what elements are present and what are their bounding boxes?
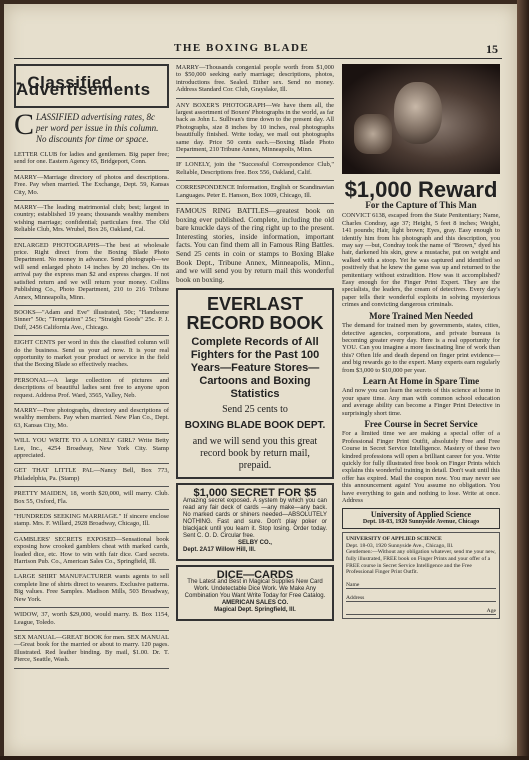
ad-divider [14,335,169,336]
column-right [342,64,500,619]
ad-divider [14,569,169,570]
ad-divider [14,668,169,669]
column-left [14,64,169,672]
learn-at-home-text: And now you can learn the secrets of this science at home in your spare time. Any man with common school education and average ability can become a Finger Print Detective in surprisingly short time. [342,387,500,417]
classified-ad: ENLARGED PHOTOGRAPHS—The best at wholesale price. Right direct from the Boxing Blade Photo Department. No money in advance. Send photograph—we will send enlarged photo 14 inches by 20 inches. On its arrival pay the express man $2 and express charges. If not satisfied return and we will return your money. Collins Publishing Co., Photo Department, 210 to 216 Tribune Annex, Minneapolis, Minn. [14,241,169,301]
famous-ring-battles-ad: FAMOUS RING BATTLES—greatest book on boxing ever published. Complete, including the old bare knuckle days of the ring right up to the present. Interesting stories, inside information, important facts. You can find them all in Famous Ring Battles. Send 25 cents in coin or stamps to Boxing Blake Book Dept., Tribune Annex, Minneapolis, Minn., and we will send you by return mail this wonderful book on boxing. [176,206,334,284]
reward-subtitle: For the Capture of This Man [365,200,477,210]
ad-divider [14,305,169,306]
name-label: Name [346,581,360,588]
classified-ad: LETTER CLUB for ladies and gentlemen. Big paper free; send for one. Eastern Agency 65, Bridgeport, Conn. [14,151,169,166]
classified-ad: ANY BOXER'S PHOTOGRAPH—We have them all, the largest assortment of Boxers' Photographs in the world, as far back as John L. Sullivan's time down to the present day. All Photographs, size 8 inches by 10 inches, real photographs beautifully finished. Write today, we mail out photographs same day. Price 50 cents each.—Boxing Blade Photo Department, 210 Tribune Annex, Minneapolis, Minn. [176,101,334,154]
ad-divider [14,509,169,510]
everlast-title: EVERLAST [206,294,303,315]
more-trained-men-title: More Trained Men Needed [369,310,473,321]
everlast-record-book-ad [176,288,334,479]
learn-at-home-title: Learn At Home in Spare Time [362,375,480,386]
ad-divider [176,157,334,158]
convict-face-image [394,82,442,144]
ad-divider [14,486,169,487]
classified-ad: BOOKS—"Adam and Eve" illustrated, 50c; "Handsome Sinner" 50c; "Temptation" 25c; "Straight Goods" 25c. P. J. Duff, 2456 California Ave., Chicago. [14,308,169,331]
ad-divider [176,203,334,204]
secret-title: $1,000 SECRET FOR $5 [193,487,317,500]
ad-divider [14,630,169,631]
ad-divider [14,170,169,171]
page-bottom-edge [0,756,529,760]
classified-intro [14,108,169,145]
classified-ad: EIGHT CENTS per word in this the classified column will do the business. Send us your ad now. It is your real opportunity to market your product or service in the field that the Boxing Blade so effectively reaches. [14,339,169,369]
classified-ad: WIDOW, 37, worth $29,000, would marry. B. Box 1154, League, Toledo. [14,611,169,626]
record-book-title: RECORD BOOK [186,313,324,334]
dice-text: The Latest and Best in Magical Supplies New Card Work. Undetectable Dice Work. We Make Any Combination You Want Write Today for Free Catalog. [184,579,326,600]
coupon-age-field[interactable] [346,608,496,615]
ad-divider [14,373,169,374]
free-course-title: Free Course in Secret Service [364,418,478,429]
classified-list-left [14,151,169,669]
address-label: Address [346,594,365,601]
ad-divider [14,607,169,608]
page-number: 15 [486,42,498,56]
everlast-closing: and we will send you this great record book by return mail, prepaid. [192,436,318,472]
classified-ad: MARRY—Thousands congenial people worth from $1,000 to $50,000 seeking early marriage; descriptions, photos, introductions free. Sealed. Either sex. Send no money. Address Standard Cor. Club, Grayslake, Ill. [176,64,334,94]
secret-address: Dept. 2A17 Willow Hill, Ill. [183,546,256,553]
page-binding-edge [517,0,529,760]
classified-title: - Classified Advertisements [16,72,151,99]
reward-text: CONVICT 6138, escaped from the State Penitentiary; Name, Charles Condray, age 37; Height, 5 feet 8 inches; Weight, 141 pounds; Hair, light brown; Eyes, gray. Easy enough to identify him from his photograph and this description, you may say —but, Condray took the name of "Brown," dyed his hair, darkened his skin, grew a mustache, put on weight and walked with a stoop. Yet he was captured and identified so positively that he knew the game was up and returned to the penitentiary without extradition. How was it accomplished? Easy enough for the Finger Print Expert. They are the specialists, the leaders, the cream of detectives. Every day's paper tells their wonderful exploits in solving mysterious crimes and convicting dangerous criminals. [342,212,500,309]
classified-ad: GAMBLERS' SECRETS EXPOSED—Sensational book exposing how crooked gamblers cheat with marked cards, loaded dice, etc. How to win with fair dice. Card secrets. Harrison Pub. Co., American Sales Co., Springfield, Ill. [14,535,169,566]
age-label: Age [486,607,496,614]
classified-list-middle [176,64,334,204]
column-middle [176,64,334,625]
reward-amount: $1,000 Reward [344,177,498,202]
classified-ad: "HUNDREDS SEEKING MARRIAGE." If sincere enclose stamp. Mrs. F. Willard, 2928 Broadway, Chicago, Ill. [14,513,169,528]
free-course-text: For a limited time we are making a special offer of a Professional Finger Print Outfit, absolutely Free and Free Course in Secret Service Intelligence. Mastery of these two kindred professions will open a brilliant career for you. Write quickly for fully illustrated free book on Finger Prints which explains this wonderful training in detail. Don't wait until this offer has expired. Mail the coupon now. You may never see this announcement again! You assume no obligation. You have everything to gain and nothing to lose. Write at once. Address [342,430,500,505]
ad-divider [14,532,169,533]
dice-title: DICE—CARDS [216,568,294,581]
coupon-address: Dept. 18-03, 1920 Sunnyside Ave., Chicago, Ill. [346,542,454,549]
more-trained-men-text: The demand for trained men by governments, states, cities, detective agencies, corporations, and private bureaus is becoming greater every day. Here is a real opportunity for YOU. Can you imagine a more fascinating line of work than this? Often life and death depend on finger print evidence—and big rewards go to the expert. Many experts earn regularly from $3,000 to $10,000 per year. [342,322,500,374]
classified-title-box [14,64,169,108]
dice-company: AMERICAN SALES CO. [221,600,289,607]
classified-ad: MARRY—The leading matrimonial club; best; largest in country; established 19 years; thousands wealthy members wishing marriage; confidential; particulars free. The Old Reliable Club, Mrs. Wrubel, Box 26, Oakland, Cal. [14,204,169,234]
university-name: University of Applied Science [370,510,472,520]
university-box [342,508,500,529]
coupon-title: UNIVERSITY OF APPLIED SCIENCE [346,536,442,543]
drop-cap: C [14,108,35,141]
classified-ad: GET THAT LITTLE PAL—Nancy Bell, Box 773, Philadelphia, Pa. (Stamp) [14,467,169,482]
ad-divider [14,238,169,239]
dice-address: Magical Dept. Springfield, Ill. [214,607,296,614]
classified-ad: MARRY—Free photographs, directory and descriptions of wealthy members. Pay when married. New Plan Co., Dept. 63, Kansas City, Mo. [14,406,169,429]
intro-text: LASSIFIED advertising rates, 8c per word per issue in this column. No discounts for time or space. [36,112,159,144]
secret-ad [176,483,334,560]
page-header [14,42,502,59]
everlast-dept: BOXING BLADE BOOK DEPT. [184,420,326,432]
everlast-description: Complete Records of All Fighters for the Past 100 Years—Feature Stores—Cartoons and Boxing Statistics [190,336,320,401]
ad-divider [176,180,334,181]
secret-text: Amazing secret exposed. A system by which you can read any fair deck of cards —any make—any back. No marked cards or shiners needed—ABSOLUTELY NOTHING. Fast and sure. Don't play poker or blackjack until you learn it. Stop losing. Order today. Sent C. O. D. Circular free. [183,497,327,539]
classified-ad: SEX MANUAL—GREAT BOOK for men. SEX MANUAL—Great book for the married or about to marry. 120 pages. Illustrated. Red leather binding. By mail, $1.00. Dr. T. Pierce, Seattle, Wash. [14,633,169,664]
university-address: Dept. 18-03, 1920 Sunnyside Avenue, Chicago [362,518,480,525]
coupon-name-field[interactable] [346,582,496,589]
classified-ad: PERSONAL—A large collection of pictures and descriptions of beautiful ladies sent free to anyone upon request. Address Prof. Ward, 3565, Valley, Neb. [14,376,169,399]
ad-divider [14,463,169,464]
convict-photo [342,64,500,174]
fingerprint-hand-image [354,114,392,154]
classified-ad: IF LONELY, join the "Successful Correspondence Club," Reliable, Descriptions free. Box 556, Oakland, Calif. [176,161,334,176]
classified-ad: CORRESPONDENCE Information, English or Scandinavian Languages. Peter E. Hanson, Box 1009, Chicago, Ill. [176,184,334,199]
secret-company: SELBY CO., [238,539,272,546]
classified-ad: MARRY—Marriage directory of photos and descriptions. Free. Pay when married. The Exchange, Dept. 59, Kansas City, Mo. [14,173,169,196]
coupon-text: Gentlemen:—Without any obligation whatever, send me your new, fully illustrated, FREE book on Finger Prints and your offer of a FREE course in Secret Service Intelligence and the Free Professional Finger Print Outfit. [346,549,496,576]
classified-ad: LARGE SHIRT MANUFACTURER wants agents to sell complete line of shirts direct to wearers. Exclusive patterns. Big values. Free Samples. Madison Mills, 503 Broadway, New York. [14,573,169,603]
everlast-price: Send 25 cents to [222,404,288,416]
classified-ad: WILL YOU WRITE TO A LONELY GIRL? Write Betty Lee, Inc., 4254 Broadway, New York City. Stamp appreciated. [14,437,169,459]
running-title: THE BOXING BLADE [174,42,310,54]
classified-ad: PRETTY MAIDEN, 18, worth $20,000, will marry. Club. Box 55, Oxford, Fla. [14,490,169,505]
coupon-address-field[interactable] [346,595,496,602]
order-coupon[interactable] [342,532,500,619]
dice-cards-ad [176,565,334,621]
ad-divider [14,433,169,434]
magazine-page [4,4,517,756]
ad-divider [176,98,334,99]
ad-divider [14,200,169,201]
ad-divider [14,403,169,404]
